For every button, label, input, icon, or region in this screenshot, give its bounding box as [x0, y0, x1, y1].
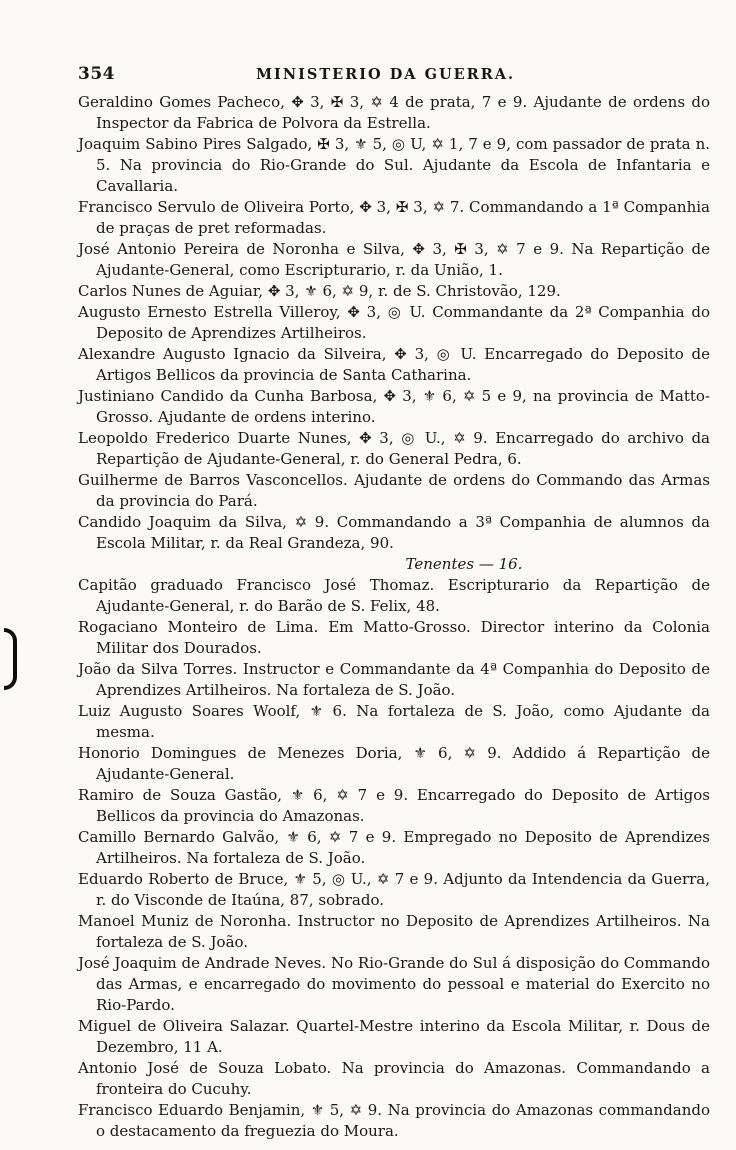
section-heading: Tenentes — 16.	[405, 555, 523, 573]
entry: Joaquim Sabino Pires Salgado, ✠ 3, ⚜ 5, ◎ U, ✡ 1, 7 e 9, com passador de prata n. 5. Na provincia do Rio-Grande do Sul. Ajudante da Escola de Infantaria e Cavallaria.	[78, 135, 710, 195]
entry: Ramiro de Souza Gastão, ⚜ 6, ✡ 7 e 9. Encarregado do Deposito de Artigos Bellicos da provincia do Amazonas.	[78, 786, 710, 825]
page-header	[78, 64, 710, 90]
entry: Rogaciano Monteiro de Lima. Em Matto-Grosso. Director interino da Colonia Militar dos Dourados.	[78, 618, 710, 657]
entries-list	[78, 92, 710, 1142]
entry: Justiniano Candido da Cunha Barbosa, ✥ 3, ⚜ 6, ✡ 5 e 9, na provincia de Matto-Grosso. Ajudante de ordens interino.	[78, 387, 710, 426]
entry: Geraldino Gomes Pacheco, ✥ 3, ✠ 3, ✡ 4 de prata, 7 e 9. Ajudante de ordens do Inspector da Fabrica de Polvora da Estrella.	[78, 93, 710, 132]
entry: Candido Joaquim da Silva, ✡ 9. Commandando a 3ª Companhia de alumnos da Escola Militar, r. da Real Grandeza, 90.	[78, 513, 710, 552]
running-head: MINISTERIO DA GUERRA.	[256, 66, 516, 83]
entry: Carlos Nunes de Aguiar, ✥ 3, ⚜ 6, ✡ 9, r. de S. Christovão, 129.	[78, 282, 561, 300]
entry: Guilherme de Barros Vasconcellos. Ajudante de ordens do Commando das Armas da provincia do Pará.	[78, 471, 710, 510]
entry: Antonio José de Souza Lobato. Na provincia do Amazonas. Commandando a fronteira do Cucuhy.	[78, 1059, 710, 1098]
entry: Camillo Bernardo Galvão, ⚜ 6, ✡ 7 e 9. Empregado no Deposito de Aprendizes Artilheiros. Na fortaleza de S. João.	[78, 828, 710, 867]
entry: Eduardo Roberto de Bruce, ⚜ 5, ◎ U., ✡ 7 e 9. Adjunto da Intendencia da Guerra, r. do Visconde de Itaúna, 87, sobrado.	[78, 870, 710, 909]
entry: Francisco Eduardo Benjamin, ⚜ 5, ✡ 9. Na provincia do Amazonas commandando o destacamento da freguezia do Moura.	[78, 1101, 710, 1140]
entry: Alexandre Augusto Ignacio da Silveira, ✥ 3, ◎ U. Encarregado do Deposito de Artigos Bellicos da provincia de Santa Catharina.	[78, 345, 710, 384]
entry: Capitão graduado Francisco José Thomaz. Escripturario da Repartição de Ajudante-General, r. do Barão de S. Felix, 48.	[78, 576, 710, 615]
entry: João da Silva Torres. Instructor e Commandante da 4ª Companhia do Deposito de Aprendizes Artilheiros. Na fortaleza de S. João.	[78, 660, 710, 699]
entry: Francisco Servulo de Oliveira Porto, ✥ 3, ✠ 3, ✡ 7. Commandando a 1ª Companhia de praças de pret reformadas.	[78, 198, 710, 237]
entry: Miguel de Oliveira Salazar. Quartel-Mestre interino da Escola Militar, r. Dous de Dezembro, 11 A.	[78, 1017, 710, 1056]
entry: Leopoldo Frederico Duarte Nunes, ✥ 3, ◎ U., ✡ 9. Encarregado do archivo da Repartição de Ajudante-General, r. do General Pedra, 6.	[78, 429, 710, 468]
entry: José Joaquim de Andrade Neves. No Rio-Grande do Sul á disposição do Commando das Armas, e encarregado do movimento do pessoal e material do Exercito no Rio-Pardo.	[78, 954, 710, 1014]
entry: José Antonio Pereira de Noronha e Silva, ✥ 3, ✠ 3, ✡ 7 e 9. Na Repartição de Ajudante-General, como Escripturario, r. da União, 1.	[78, 240, 710, 279]
entry: Honorio Domingues de Menezes Doria, ⚜ 6, ✡ 9. Addido á Repartição de Ajudante-General.	[78, 744, 710, 783]
entry: Augusto Ernesto Estrella Villeroy, ✥ 3, ◎ U. Commandante da 2ª Companhia do Deposito de Aprendizes Artilheiros.	[78, 303, 710, 342]
page-number: 354	[78, 64, 115, 84]
entry: Luiz Augusto Soares Woolf, ⚜ 6. Na fortaleza de S. João, como Ajudante da mesma.	[78, 702, 710, 741]
entry: Manoel Muniz de Noronha. Instructor no Deposito de Aprendizes Artilheiros. Na fortaleza de S. João.	[78, 912, 710, 951]
binding-edge-mark	[4, 628, 17, 690]
